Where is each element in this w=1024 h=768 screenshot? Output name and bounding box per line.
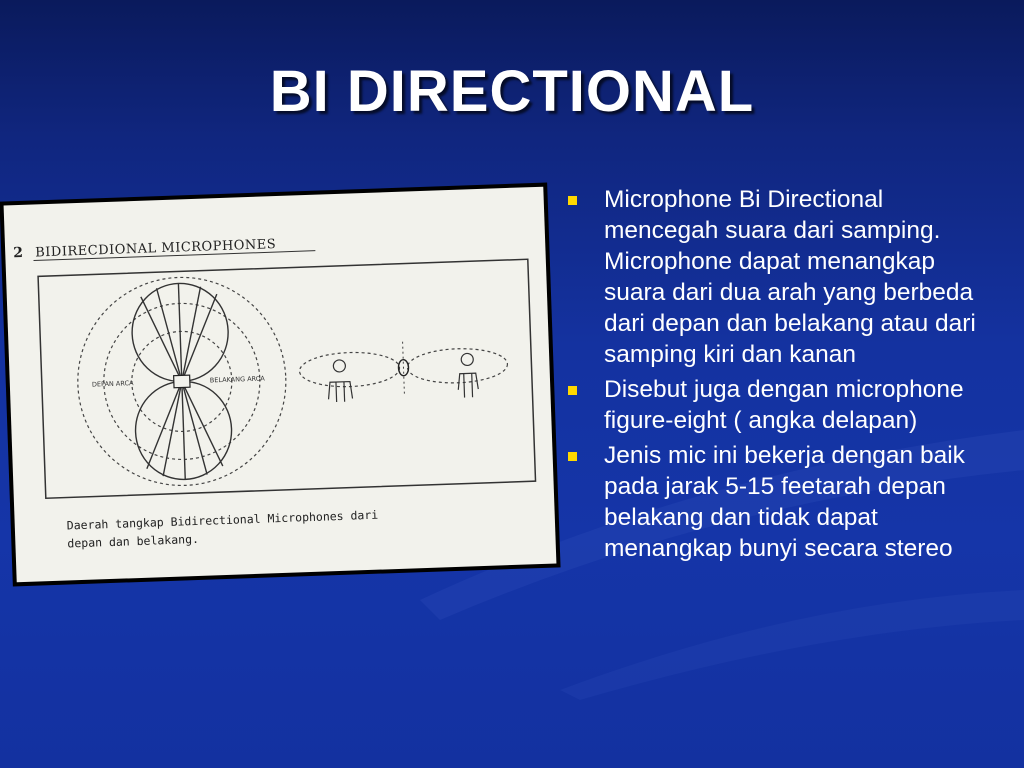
polar-pattern-diagram (4, 187, 557, 583)
bullet-item (566, 440, 976, 564)
figure-number: 2 (12, 244, 24, 262)
bullet-item (566, 374, 976, 436)
bullet-square-icon (568, 196, 577, 205)
diagram-frame (38, 259, 535, 498)
label-front: DEPAN ARCA (91, 379, 134, 389)
label-back: BELAKANG ARCA (209, 374, 265, 385)
slide-title: BI DIRECTIONAL (269, 59, 755, 124)
person-left-icon (327, 360, 352, 403)
bullet-square-icon (568, 452, 577, 461)
figure-heading: BIDIRECDIONAL MICROPHONES (34, 237, 277, 261)
bullet-list (566, 184, 976, 568)
mic-center (174, 375, 190, 388)
bullet-text: Jenis mic ini bekerja dengan baik pada jarak 5-15 feetarah depan belakang dan tidak dapat menangkap bunyi secara stereo (604, 442, 965, 562)
bullet-square-icon (568, 386, 577, 395)
bullet-text: Disebut juga dengan microphone figure-eight ( angka delapan) (604, 376, 964, 434)
person-right-icon (457, 353, 479, 398)
bidirectional-diagram-image (0, 183, 561, 587)
figure-caption-line2: depan dan belakang. (67, 531, 200, 551)
bullet-item (566, 184, 976, 370)
figure-caption-line1: Daerah tangkap Bidirectional Microphones dari (66, 507, 379, 533)
bullet-text: Microphone Bi Directional mencegah suara dari samping. Microphone dapat menangkap suara dari dua arah yang berbeda dari depan dan belakang atau dari samping kiri dan kanan (604, 186, 976, 368)
